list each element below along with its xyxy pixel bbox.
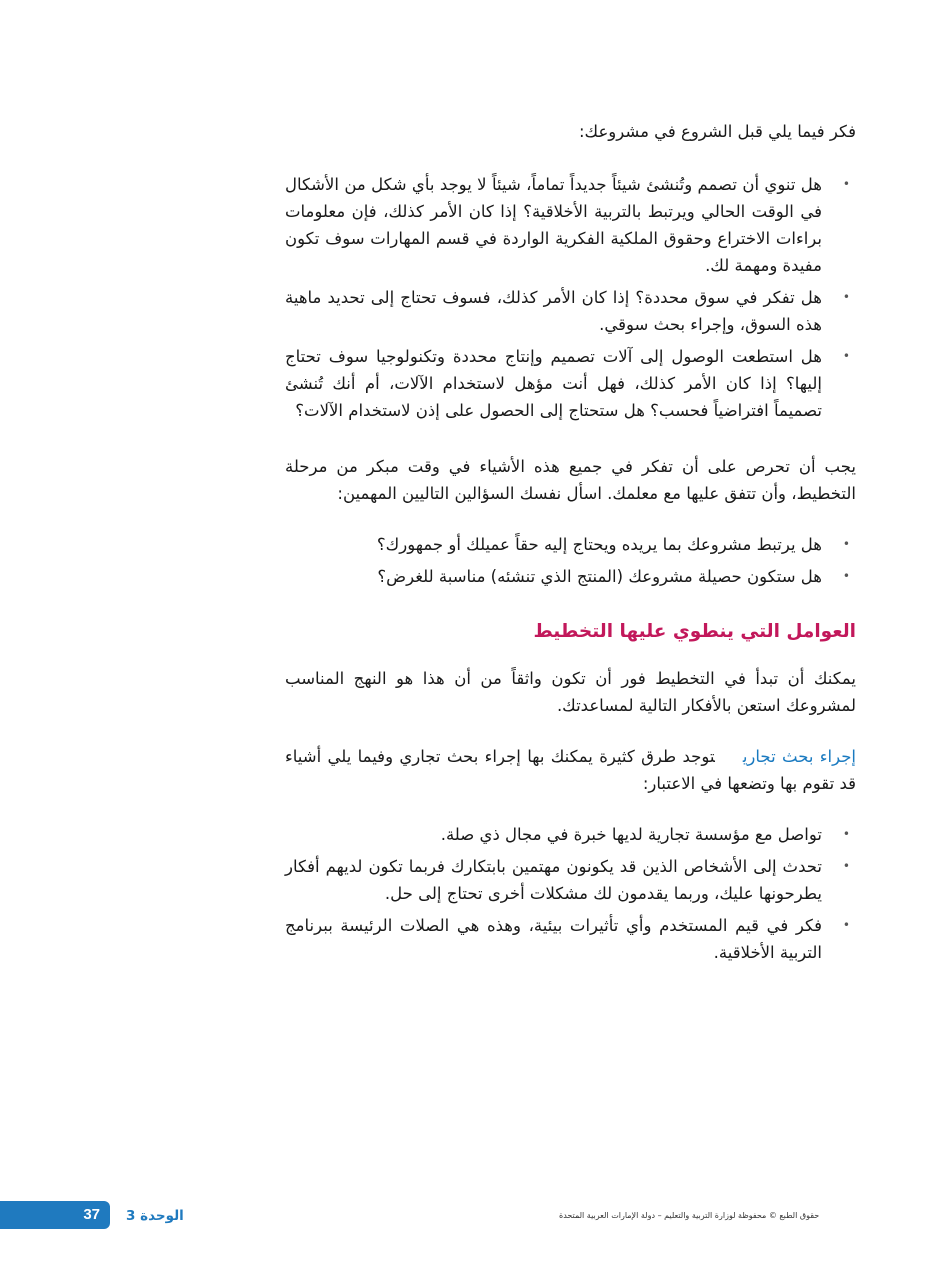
questions-list (285, 531, 850, 590)
considerations-list (285, 171, 850, 424)
section-heading: العوامل التي ينطوي عليها التخطيط (533, 621, 856, 642)
bullet-icon: • (842, 349, 850, 363)
bullet-icon: • (842, 177, 850, 191)
list-item: • تحدث إلى الأشخاص الذين قد يكونون مهتمين بابتكارك فربما تكون لديهم أفكار يطرحونها عليك، وربما يقدمون لك مشكلات أخرى تحتاج إلى حل. (285, 853, 822, 907)
list-item: • هل يرتبط مشروعك بما يريده ويحتاج إليه حقاً عميلك أو جمهورك؟ (285, 531, 822, 558)
bullet-icon: • (842, 569, 850, 583)
section-paragraph: يمكنك أن تبدأ في التخطيط فور أن تكون واثقاً من أن هذا هو النهج المناسب لمشروعك استعن بالأفكار التالية لمساعدتك. (285, 669, 856, 715)
page-number: 37 (83, 1206, 100, 1223)
bullet-icon: • (842, 827, 850, 841)
planning-paragraph: يجب أن تحرص على أن تفكر في جميع هذه الأشياء في وقت مبكر من مرحلة التخطيط، وأن تتفق عليها مع معلمك. اسأل نفسك السؤالين التاليين المهمين: (285, 457, 856, 503)
list-item: • هل ستكون حصيلة مشروعك (المنتج الذي تنشئه) مناسبة للغرض؟ (285, 563, 822, 590)
content-column (285, 118, 856, 971)
list-item: • تواصل مع مؤسسة تجارية لديها خبرة في مجال ذي صلة. (285, 821, 822, 848)
research-list (285, 821, 850, 966)
research-paragraph: إجراء بحث تجاريتوجد طرق كثيرة يمكنك بها إجراء بحث تجاري وفيما يلي أشياء قد تقوم بها وتضعها في الاعتبار: (285, 747, 856, 793)
bullet-icon: • (842, 859, 850, 873)
intro-text: فكر فيما يلي قبل الشروع في مشروعك: (578, 122, 856, 141)
page-number-tab (0, 1201, 110, 1229)
list-item: • فكر في قيم المستخدم وأي تأثيرات بيئية، وهذه هي الصلات الرئيسة ببرنامج التربية الأخلاقية. (285, 912, 822, 966)
bullet-icon: • (842, 537, 850, 551)
unit-label: الوحدة 3 (126, 1208, 184, 1224)
research-term: إجراء بحث تجاري (742, 747, 856, 766)
list-item: • هل استطعت الوصول إلى آلات تصميم وإنتاج محددة وتكنولوجيا سوف تحتاج إليها؟ إذا كان الأمر كذلك، فهل أنت مؤهل لاستخدام الآلات، أم أنك تُنشئ تصميماً افتراضياً فحسب؟ هل ستحتاج إلى الحصول على إذن لاستخدام الآلات؟ (285, 343, 822, 424)
list-item: • هل تفكر في سوق محددة؟ إذا كان الأمر كذلك، فسوف تحتاج إلى تحديد ماهية هذه السوق، وإجراء بحث سوقي. (285, 284, 822, 338)
list-item: • هل تنوي أن تصمم وتُنشئ شيئاً جديداً تماماً، شيئاً لا يوجد بأي شكل من الأشكال في الوقت الحالي ويرتبط بالتربية الأخلاقية؟ إذا كان الأمر كذلك، فإن معلومات براءات الاختراع وحقوق الملكية الفكرية الواردة في قسم المهارات سوف تكون مفيدة ومهمة لك. (285, 171, 822, 279)
bullet-icon: • (842, 290, 850, 304)
copyright-notice: حقوق الطبع © محفوظة لوزارة التربية والتعليم – دولة الإمارات العربية المتحدة (559, 1211, 820, 1220)
page-footer (0, 1201, 945, 1231)
bullet-icon: • (842, 918, 850, 932)
